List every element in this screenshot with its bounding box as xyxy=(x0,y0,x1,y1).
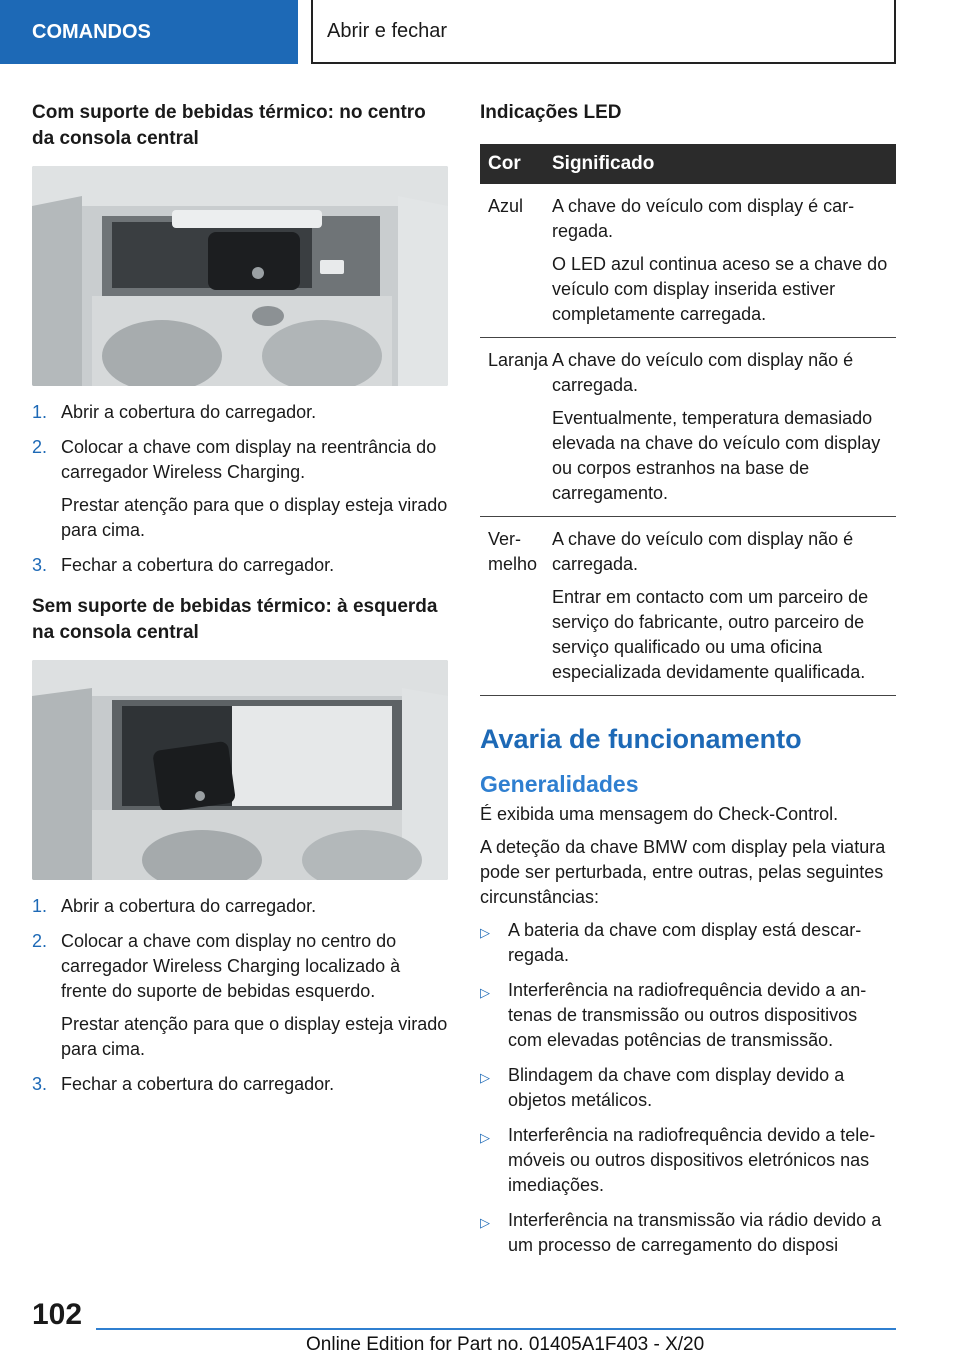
triangle-bullet-icon: ▷ xyxy=(480,1070,490,1085)
right-column xyxy=(480,100,896,1268)
page-number: 102 xyxy=(32,1298,83,1331)
paragraph: A deteção da chave BMW com display pela viatura pode ser perturbada, entre outras, pelas seguintes circunstâncias: xyxy=(480,837,886,907)
step-text: Colocar a chave com display na reentrância do carregador Wireless Charging. xyxy=(61,437,437,482)
step-text: Abrir a cobertura do carregador. xyxy=(61,402,317,422)
section-tab xyxy=(0,0,298,64)
triangle-bullet-icon: ▷ xyxy=(480,1215,490,1230)
row-detail: O LED azul continua aceso se a chave do veículo com display inserida estiver completamente carregada. xyxy=(552,254,888,324)
step-number: 1. xyxy=(32,896,48,916)
triangle-bullet-icon: ▷ xyxy=(480,1130,490,1145)
block1-title: Com suporte de bebidas térmico: no centro da consola central xyxy=(32,102,426,149)
step-item xyxy=(32,400,448,425)
step-item xyxy=(32,553,448,578)
row-meaning: A chave do veículo com display é carregada. xyxy=(552,196,855,241)
block2-steps xyxy=(32,894,448,1097)
step-number: 3. xyxy=(32,555,48,575)
list-item xyxy=(480,918,896,968)
list-item xyxy=(480,1123,896,1198)
section-heading: Avaria de funcionamento xyxy=(480,724,802,754)
row-color: Vermelho xyxy=(488,529,538,574)
triangle-bullet-icon: ▷ xyxy=(480,925,490,940)
paragraph: É exibida uma mensagem do Check-Control. xyxy=(480,804,839,824)
list-item xyxy=(480,1063,896,1113)
charger-photo-center xyxy=(32,166,448,386)
step-item xyxy=(32,894,448,919)
step-number: 2. xyxy=(32,437,48,457)
list-item-text: Interferência na radiofrequência devido a antenas de transmissão ou outros dispositivos com elevadas potências de transmissão. xyxy=(508,980,867,1050)
row-color: Azul xyxy=(488,196,524,216)
table-row xyxy=(480,184,896,338)
charger-photo-left xyxy=(32,660,448,880)
block2-title: Sem suporte de bebidas térmico: à esquerda na consola central xyxy=(32,596,438,643)
edition-note: Online Edition for Part no. 01405A1F403 - X/20 xyxy=(306,1334,705,1355)
header-meaning: Significado xyxy=(552,153,655,174)
step-text: Colocar a chave com display no centro do carregador Wireless Charging localizado à frente do suporte de bebidas esquerdo. xyxy=(61,931,401,1001)
row-meaning: A chave do veículo com display não é carregada. xyxy=(552,350,854,395)
row-color: Laranja xyxy=(488,350,549,370)
list-item-text: Interferência na transmissão via rádio devido a um processo de carregamento do disposi xyxy=(508,1210,882,1255)
table-row xyxy=(480,338,896,517)
step-number: 3. xyxy=(32,1074,48,1094)
step-number: 1. xyxy=(32,402,48,422)
footer-divider xyxy=(96,1328,896,1330)
step-text: Fechar a cobertura do carregador. xyxy=(61,1074,335,1094)
list-item xyxy=(480,1208,896,1258)
list-item-text: Interferência na radiofrequência devido a telemóveis ou outros dispositivos eletrónicos nas imediações. xyxy=(508,1125,876,1195)
section-title: COMANDOS xyxy=(32,20,151,43)
led-table-header xyxy=(480,144,896,184)
row-detail: Eventualmente, temperatura demasiado elevada na chave do veículo com display ou corpos estranhos na base de carregamento. xyxy=(552,408,881,503)
step-note: Prestar atenção para que o display esteja virado para cima. xyxy=(61,495,448,540)
step-text: Fechar a cobertura do carregador. xyxy=(61,555,335,575)
block1-steps xyxy=(32,400,448,578)
bullet-list xyxy=(480,918,896,1258)
led-title: Indicações LED xyxy=(480,102,622,123)
subsection-heading: Generalidades xyxy=(480,771,639,797)
row-meaning: A chave do veículo com display não é carregada. xyxy=(552,529,854,574)
step-item xyxy=(32,1072,448,1097)
header-color: Cor xyxy=(488,153,521,174)
list-item xyxy=(480,978,896,1053)
list-item-text: A bateria da chave com display está descarregada. xyxy=(508,920,862,965)
triangle-bullet-icon: ▷ xyxy=(480,985,490,1000)
step-text: Abrir a cobertura do carregador. xyxy=(61,896,317,916)
table-row xyxy=(480,517,896,696)
topic-header xyxy=(311,0,896,64)
list-item-text: Blindagem da chave com display devido a objetos metálicos. xyxy=(508,1065,845,1110)
topic-title: Abrir e fechar xyxy=(327,19,448,42)
left-column xyxy=(32,100,448,1113)
step-note: Prestar atenção para que o display esteja virado para cima. xyxy=(61,1014,448,1059)
step-item xyxy=(32,435,448,543)
step-item xyxy=(32,929,448,1062)
row-detail: Entrar em contacto com um parceiro de serviço do fabricante, outro parceiro de serviço qualificado ou uma oficina especializada devidamente qualificada. xyxy=(552,587,869,682)
step-number: 2. xyxy=(32,931,48,951)
